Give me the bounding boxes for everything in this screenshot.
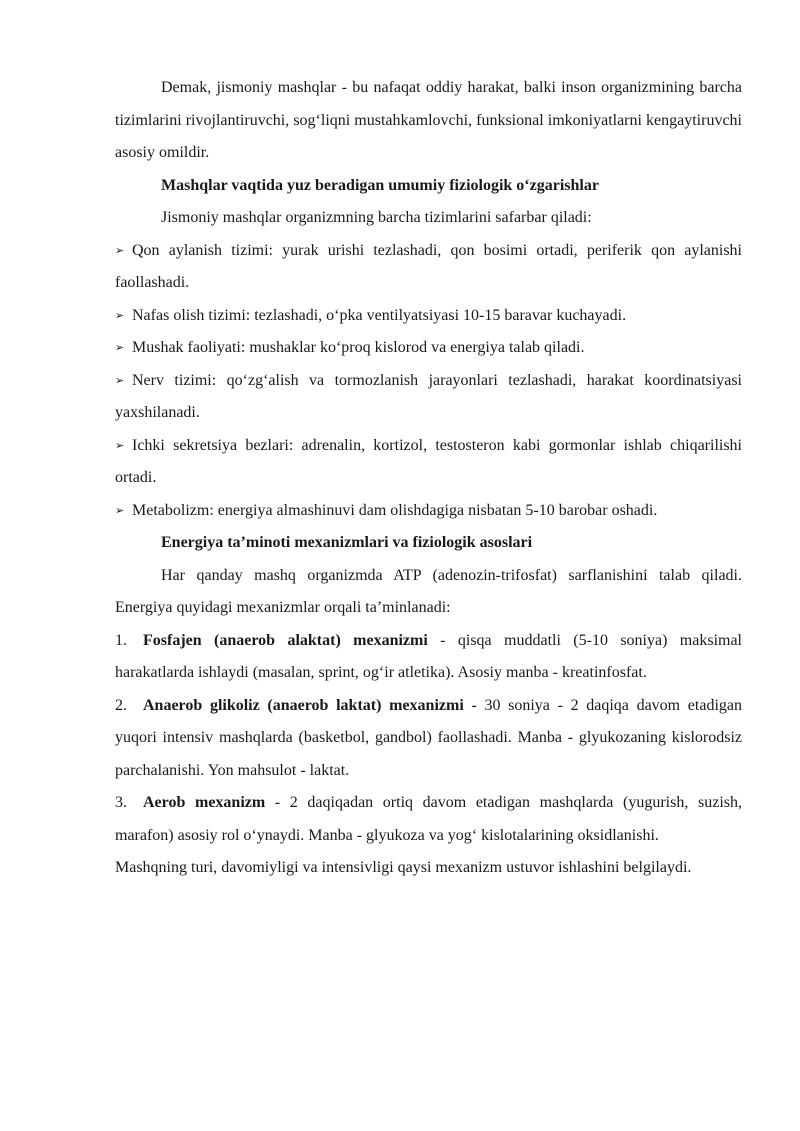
numbered-list — [115, 625, 742, 853]
section-heading-energy-supply: Energiya ta’minoti mexanizmlari va fiziologik asoslari — [161, 534, 533, 551]
item-number: 2. — [115, 696, 127, 714]
list-item — [115, 365, 742, 430]
item-description: - qisqa muddatli (5-10 soniya) maksimal harakatlarda ishlaydi (masalan, sprint, og‘ir atletika). Asosiy manba - kreatinfosfat. — [115, 631, 742, 681]
arrow-bullet-icon: ➢ — [115, 373, 125, 387]
arrow-bullet-icon: ➢ — [115, 438, 125, 452]
list-item-text: Mushak faoliyati: mushaklar ko‘proq kislorod va energiya talab qiladi. — [132, 339, 585, 356]
list-item — [115, 495, 742, 528]
numbered-item — [115, 690, 742, 788]
item-description: - 2 daqiqadan ortiq davom etadigan mashqlarda (yugurish, suzish, marafon) asosiy rol o‘ynaydi. Manba - glyukoza va yog‘ kislotalarining oksidlanishi. — [115, 794, 742, 844]
intro-paragraph: Demak, jismoniy mashqlar - bu nafaqat oddiy harakat, balki inson organizmining barcha tizimlarini rivojlantiruvchi, sog‘liqni mustahkamlovchi, funksional imkoniyatlarni kengaytiruvchi asosiy omildir. — [115, 79, 742, 161]
section-heading-physiological-changes: Mashqlar vaqtida yuz beradigan umumiy fiziologik o‘zgarishlar — [161, 176, 599, 194]
item-number: 1. — [115, 631, 127, 649]
item-term: Aerob mexanizm — [143, 794, 266, 811]
list-item-text: Qon aylanish tizimi: yurak urishi tezlashadi, qon bosimi ortadi, periferik qon aylanishi faollashadi. — [115, 241, 742, 291]
arrow-bullet-icon: ➢ — [115, 341, 125, 354]
document-page — [115, 72, 742, 885]
list-item-text: Ichki sekretsiya bezlari: adrenalin, kortizol, testosteron kabi gormonlar ishlab chiqarilishi ortadi. — [115, 436, 742, 486]
item-term: Anaerob glikoliz (anaerob laktat) mexanizmi — [143, 696, 464, 714]
numbered-item — [115, 625, 742, 690]
atp-paragraph: Har qanday mashq organizmda ATP (adenozin-trifosfat) sarflanishini talab qiladi. Energiya quyidagi mexanizmlar orqali ta’minlanadi: — [115, 566, 742, 616]
list-item-text: Nerv tizimi: qo‘zg‘alish va tormozlanish jarayonlari tezlashadi, harakat koordinatsiyasi yaxshilanadi. — [115, 371, 742, 421]
arrow-bullet-icon: ➢ — [115, 503, 125, 517]
list-item — [115, 332, 742, 365]
numbered-item — [115, 787, 742, 852]
list-item — [115, 235, 742, 300]
list-item — [115, 300, 742, 333]
item-description: - 30 soniya - 2 daqiqa davom etadigan yuqori intensiv mashqlarda (basketbol, gandbol) faollashadi. Manba - glyukozaning kislorodsiz parchalanishi. Yon mahsulot - laktat. — [115, 696, 742, 779]
bullet-list — [115, 235, 742, 528]
list-item — [115, 430, 742, 495]
item-term: Fosfajen (anaerob alaktat) mexanizmi — [143, 631, 428, 649]
arrow-bullet-icon: ➢ — [115, 243, 125, 257]
item-number: 3. — [115, 794, 127, 811]
mobilize-paragraph: Jismoniy mashqlar organizmning barcha tizimlarini safarbar qiladi: — [161, 209, 592, 226]
list-item-text: Nafas olish tizimi: tezlashadi, o‘pka ventilyatsiyasi 10-15 baravar kuchayadi. — [132, 306, 627, 324]
arrow-bullet-icon: ➢ — [115, 308, 125, 322]
final-paragraph: Mashqning turi, davomiyligi va intensivligi qaysi mexanizm ustuvor ishlashini belgilaydi. — [115, 859, 692, 876]
list-item-text: Metabolizm: energiya almashinuvi dam olishdagiga nisbatan 5-10 barobar oshadi. — [132, 501, 658, 519]
